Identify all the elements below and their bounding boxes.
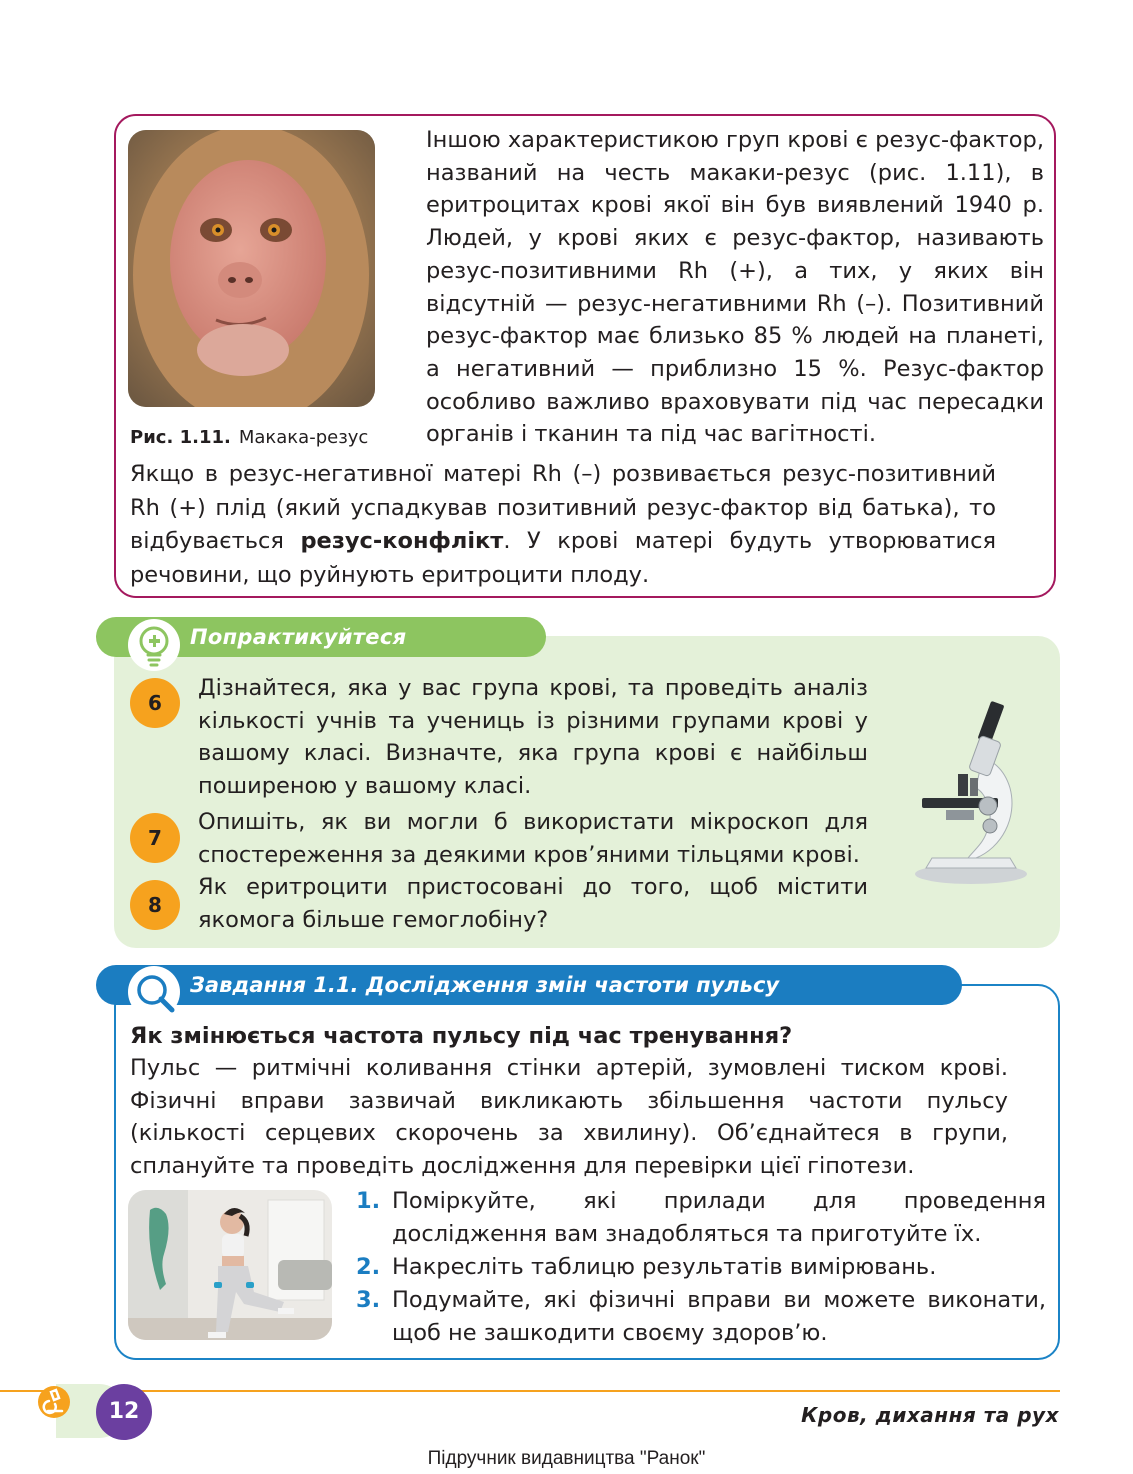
task-number-7: 7: [130, 813, 180, 863]
task-number-8: 8: [130, 880, 180, 930]
step-number: 3.: [356, 1287, 381, 1313]
step-number: 2.: [356, 1254, 381, 1280]
step-text: Накресліть таблицю результатів вимірювань.: [392, 1254, 937, 1280]
rhesus-macaque-photo: [128, 130, 375, 407]
research-question: Як змінюється частота пульсу під час тренування?: [130, 1023, 793, 1049]
rhesus-paragraph-2-end: . У крові матері будуть утворюватися речовини, що руйнують еритроцити плоду.: [130, 528, 996, 588]
lightbulb-puzzle-icon: [128, 619, 180, 671]
rhesus-paragraph-1: Іншою характеристикою груп крові є резус-фактор, названий на честь макаки-резус (рис. 1.11), в еритроцитах крові якої він був виявлений 1940 р. Людей, у крові яких є резус-фактор, називають резус-позитивними Rh (+), а тих, у яких він відсутній — резус-негативними Rh (–). Позитивний резус-фактор має близько 85 % людей на планеті, а негативний — приблизно 15 %. Резус-фактор особливо важливо враховувати під час пересадки органів і тканин та під час вагітності.: [426, 127, 1044, 448]
rhesus-conflict-term: резус-конфлікт: [300, 528, 504, 554]
step-text: Поміркуйте, які прилади для проведення дослідження вам знадобляться та приготуйте їх.: [392, 1188, 1046, 1247]
task-7-text: Опишіть, як ви могли б використати мікроскоп для спостереження за деякими кров’яними тільцями крові.: [198, 809, 868, 868]
practice-title: Попрактикуйтеся: [190, 625, 407, 649]
publisher-note: Підручник видавництва "Ранок": [427, 1448, 706, 1469]
figure-caption-text: Макака-резус: [238, 427, 369, 448]
footer-rule: [0, 1390, 1060, 1392]
research-task-title: Завдання 1.1. Дослідження змін частоти пульсу: [190, 973, 780, 997]
rhesus-paragraph-2: [130, 458, 996, 592]
figure-caption: [130, 426, 368, 450]
workout-photo: [128, 1190, 332, 1340]
step-number: 1.: [356, 1188, 381, 1214]
research-step-2: [356, 1251, 1046, 1284]
figure-label: Рис. 1.11.: [130, 427, 231, 448]
step-text: Подумайте, які фізичні вправи ви можете виконати, щоб не зашкодити своєму здоров’ю.: [392, 1287, 1046, 1346]
microscope-illustration: [906, 698, 1036, 888]
research-intro: Пульс — ритмічні коливання стінки артерій, зумовлені тиском крові. Фізичні вправи зазвичай викликають збільшення частоти пульсу (кількості серцевих скорочень за хвилину). Об’єднайтеся в групи, сплануйте та проведіть дослідження для перевірки цієї гіпотези.: [130, 1055, 1008, 1180]
rhesus-paragraph-2-start: Якщо в резус-негативної матері Rh (–) розвивається резус-позитивний Rh (+) плід (який успадкував позитивний резус-фактор від батька), то відбувається: [130, 461, 996, 554]
microscope-small-icon: [38, 1386, 70, 1418]
research-step-1: [356, 1185, 1046, 1250]
magnifier-icon: [128, 966, 180, 1018]
research-step-3: [356, 1284, 1046, 1349]
task-6-text: Дізнайтеся, яка у вас група крові, та проведіть аналіз кількості учнів та учениць із різними групами крові у вашому класі. Визначте, яка група крові є найбільш поширеною у вашому класі.: [198, 675, 868, 800]
chapter-title: Кров, дихання та рух: [801, 1403, 1059, 1427]
page-number: 12: [96, 1384, 152, 1440]
task-8-text: Як еритроцити пристосовані до того, щоб містити якомога більше гемоглобіну?: [198, 874, 868, 933]
task-number-6: 6: [130, 678, 180, 728]
